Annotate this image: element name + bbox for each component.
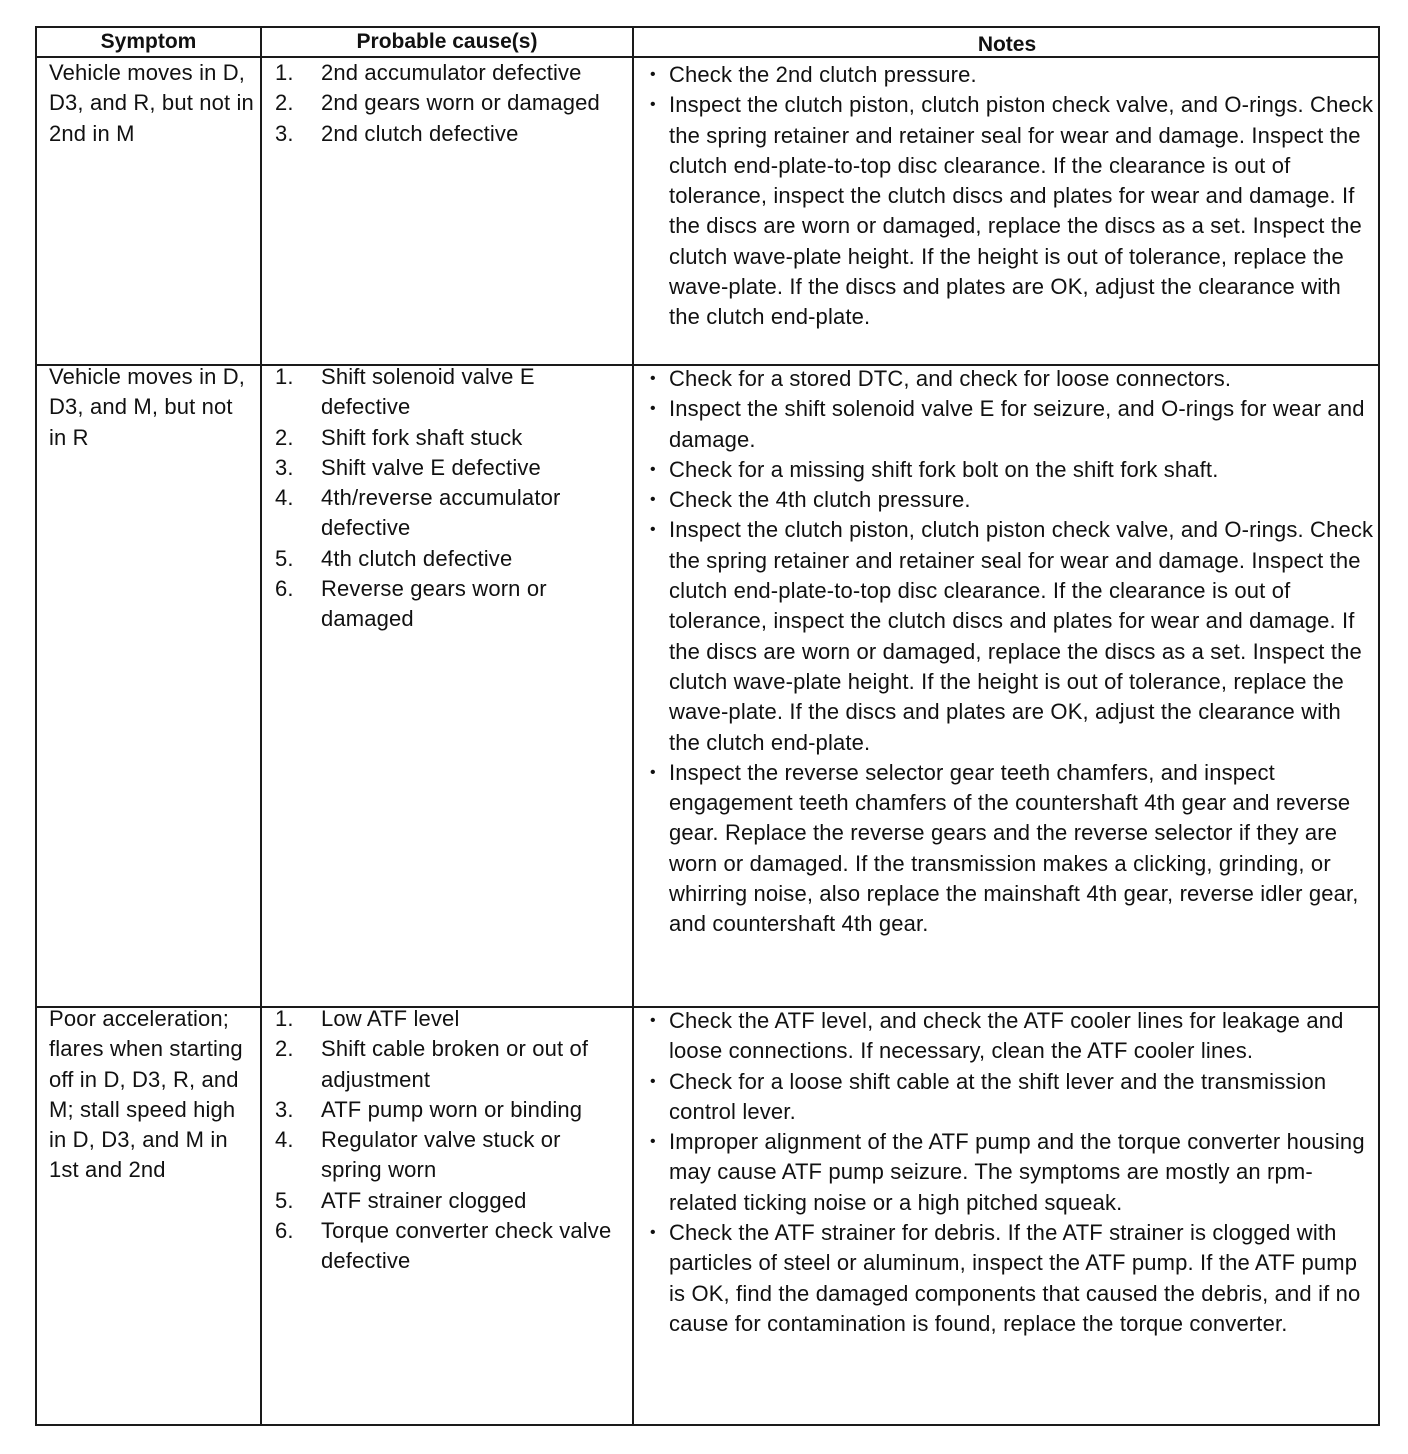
note-text: Check the ATF level, and check the ATF cooler lines for leakage and loose connections. If necessary, clean the ATF cooler lines. — [669, 1008, 1344, 1064]
cause-item — [275, 483, 625, 544]
note-text: Inspect the clutch piston, clutch piston check valve, and O-rings. Check the spring retainer and retainer seal for wear and damage. Inspect the clutch end-plate-to-top disc clearance. If the clearance is out of tolerance, inspect the clutch discs and plates for wear and damage. If the discs are worn or damaged, replace the discs as a set. Inspect the clutch wave-plate height. If the height is out of tolerance, replace the wave-plate. If the discs and plates are OK, adjust the clearance with the clutch end-plate. — [669, 92, 1374, 330]
note-item — [649, 515, 1375, 757]
row-1-symptom: Vehicle moves in D, D3, and R, but not in 2nd in M — [49, 60, 254, 146]
cause-text: 2nd accumulator defective — [321, 60, 582, 85]
note-text: Check for a loose shift cable at the shift lever and the transmission control lever. — [669, 1068, 1327, 1124]
bullet-icon: • — [650, 1072, 656, 1090]
bullet-icon: • — [650, 66, 656, 83]
header-probable-causes: Probable cause(s) — [356, 30, 538, 53]
cause-text: 4th/reverse accumulator defective — [321, 485, 561, 541]
bullet-icon: • — [650, 1133, 656, 1151]
row-3-notes — [649, 1006, 1375, 1339]
cause-item — [275, 574, 625, 635]
note-text: Improper alignment of the ATF pump and the torque converter housing may cause ATF pump seizure. The symptoms are mostly an rpm-related ticking noise or a high pitched squeak. — [669, 1129, 1365, 1215]
header-symptom: Symptom — [100, 30, 197, 53]
cause-text: Shift fork shaft stuck — [321, 424, 523, 450]
cause-item — [275, 88, 625, 118]
cause-item — [275, 1216, 625, 1277]
note-item — [649, 758, 1375, 940]
bullet-icon: • — [650, 96, 656, 114]
row-1-notes — [649, 60, 1375, 333]
bullet-icon: • — [650, 763, 656, 781]
cause-text: Regulator valve stuck or spring worn — [321, 1127, 561, 1183]
cause-number: 2. — [275, 90, 294, 116]
cause-text: Shift solenoid valve E defective — [321, 364, 535, 420]
note-item — [649, 485, 1375, 515]
cause-number: 1. — [275, 1006, 294, 1031]
note-text: Check for a missing shift fork bolt on the shift fork shaft. — [669, 456, 1219, 482]
cause-item — [275, 1004, 625, 1034]
note-text: Check the 4th clutch pressure. — [669, 487, 971, 513]
cause-item — [275, 453, 625, 483]
bullet-icon: • — [650, 1224, 656, 1242]
cause-item — [275, 1034, 625, 1095]
note-item — [649, 60, 1375, 90]
bullet-icon: • — [650, 460, 656, 478]
cause-item — [275, 544, 625, 574]
bullet-icon: • — [650, 1012, 656, 1029]
cause-number: 2. — [275, 424, 294, 450]
cause-number: 6. — [275, 576, 294, 602]
note-text: Inspect the clutch piston, clutch piston check valve, and O-rings. Check the spring retainer and retainer seal for wear and damage. Inspect the clutch end-plate-to-top disc clearance. If the clearance is out of tolerance, inspect the clutch discs and plates for wear and damage. If the discs are worn or damaged, replace the discs as a set. Inspect the clutch wave-plate height. If the height is out of tolerance, replace the wave-plate. If the discs and plates are OK, adjust the clearance with the clutch end-plate. — [669, 517, 1374, 755]
note-text: Check the ATF strainer for debris. If the ATF strainer is clogged with particles of steel or aluminum, inspect the ATF pump. If the ATF pump is OK, find the damaged components that caused the debris, and if no cause for contamination is found, replace the torque converter. — [669, 1220, 1361, 1336]
cause-item — [275, 119, 625, 149]
note-item — [649, 1218, 1375, 1339]
bullet-icon: • — [650, 521, 656, 539]
note-item — [649, 394, 1375, 455]
cause-text: Shift valve E defective — [321, 454, 541, 480]
bullet-icon: • — [650, 400, 656, 418]
cause-text: ATF pump worn or binding — [321, 1096, 583, 1122]
cause-text: Reverse gears worn or damaged — [321, 576, 547, 632]
cause-item — [275, 362, 625, 423]
cause-number: 5. — [275, 545, 294, 571]
bullet-icon: • — [650, 370, 656, 387]
cause-text: ATF strainer clogged — [321, 1187, 527, 1213]
cause-number: 4. — [275, 485, 294, 511]
troubleshooting-table — [35, 26, 1380, 1426]
row-2-symptom: Vehicle moves in D, D3, and M, but not in R — [49, 364, 246, 450]
note-text: Check the 2nd clutch pressure. — [669, 62, 977, 87]
note-item — [649, 90, 1375, 332]
cause-number: 2. — [275, 1036, 294, 1062]
column-divider-1 — [260, 28, 262, 1424]
row-2-causes — [275, 362, 625, 635]
cause-number: 5. — [275, 1187, 294, 1213]
cause-number: 1. — [275, 60, 294, 85]
cause-text: 2nd clutch defective — [321, 120, 519, 146]
cause-number: 6. — [275, 1218, 294, 1244]
row-2-notes — [649, 364, 1375, 940]
cause-number: 3. — [275, 454, 294, 480]
column-divider-2 — [632, 28, 634, 1424]
cause-item — [275, 1095, 625, 1125]
note-item — [649, 364, 1375, 394]
cause-item — [275, 58, 625, 88]
cause-number: 4. — [275, 1127, 294, 1153]
cause-text: 2nd gears worn or damaged — [321, 90, 600, 116]
cause-text: Shift cable broken or out of adjustment — [321, 1036, 589, 1092]
cause-number: 3. — [275, 1096, 294, 1122]
cause-text: Torque converter check valve defective — [321, 1218, 612, 1274]
note-item — [649, 1067, 1375, 1128]
cause-text: Low ATF level — [321, 1006, 460, 1031]
note-text: Inspect the shift solenoid valve E for seizure, and O-rings for wear and damage. — [669, 396, 1365, 452]
cause-text: 4th clutch defective — [321, 545, 513, 571]
row-1-causes — [275, 58, 625, 149]
cause-number: 1. — [275, 364, 294, 389]
bullet-icon: • — [650, 491, 656, 509]
note-item — [649, 1006, 1375, 1067]
header-notes: Notes — [977, 33, 1037, 56]
note-item — [649, 1127, 1375, 1218]
cause-number: 3. — [275, 120, 294, 146]
cause-item — [275, 1125, 625, 1186]
note-text: Inspect the reverse selector gear teeth chamfers, and inspect engagement teeth chamfers of the countershaft 4th gear and reverse gear. Replace the reverse gears and the reverse selector if they are worn or damaged. If the transmission makes a clicking, grinding, or whirring noise, also replace the mainshaft 4th gear, reverse idler gear, and countershaft 4th gear. — [669, 759, 1359, 937]
row-3-symptom: Poor acceleration; flares when starting off in D, D3, R, and M; stall speed high in D, D3, and M in 1st and 2nd — [49, 1006, 243, 1183]
cause-item — [275, 423, 625, 453]
cause-item — [275, 1186, 625, 1216]
note-text: Check for a stored DTC, and check for loose connectors. — [669, 366, 1232, 391]
row-3-causes — [275, 1004, 625, 1277]
note-item — [649, 455, 1375, 485]
